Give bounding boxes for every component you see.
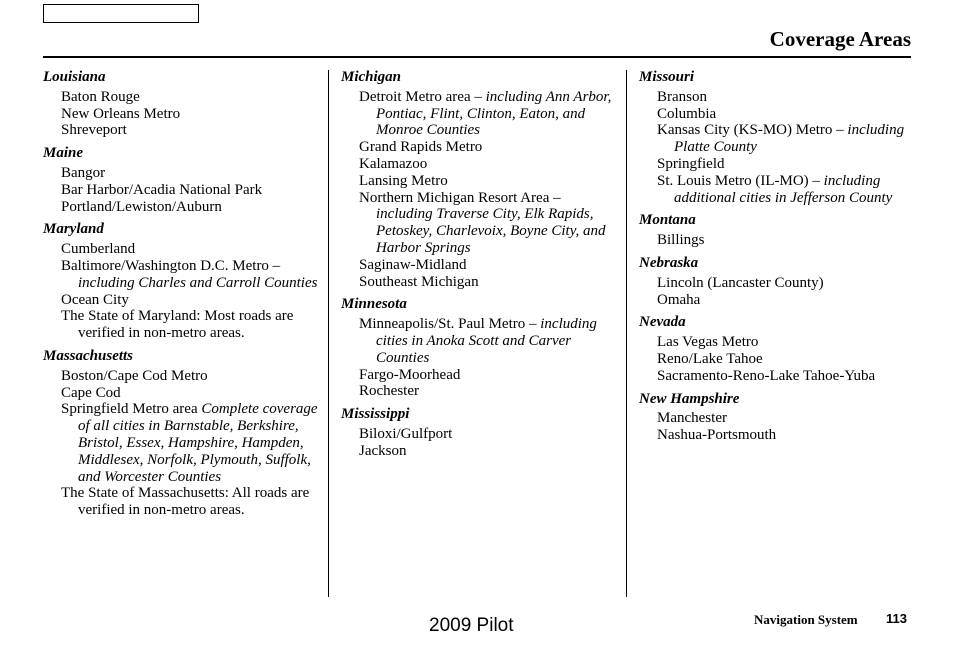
state-section (341, 296, 619, 400)
state-heading: Louisiana (43, 69, 106, 85)
state-heading: New Hampshire (639, 390, 740, 407)
coverage-entry (43, 385, 321, 402)
coverage-entry (341, 139, 619, 156)
coverage-entry (43, 258, 321, 292)
coverage-entry (341, 173, 619, 190)
coverage-entry (639, 410, 911, 427)
state-section (43, 145, 321, 215)
coverage-entry (341, 367, 619, 384)
coverage-area-name: Baton Rouge (61, 88, 140, 105)
page-number: 113 (886, 611, 907, 626)
coverage-entry (43, 241, 321, 258)
coverage-area-name: Branson (657, 88, 707, 105)
coverage-entry (639, 368, 911, 385)
coverage-area-note: including additional cities in Jefferson County (674, 172, 893, 206)
state-heading: Maryland (43, 221, 104, 238)
coverage-area-name: Grand Rapids Metro (359, 139, 483, 156)
coverage-entry (43, 292, 321, 309)
coverage-area-name: Bangor (61, 164, 106, 181)
coverage-entry (639, 427, 911, 444)
coverage-area-note: including cities in Anoka Scott and Carver Counties (376, 316, 597, 366)
coverage-entry (341, 316, 619, 366)
coverage-area-name: Southeast Michigan (359, 273, 479, 290)
coverage-entry (639, 232, 911, 249)
coverage-area-name: Biloxi/Gulfport (359, 425, 453, 442)
state-heading: Mississippi (341, 406, 410, 423)
coverage-area-name: Springfield (657, 155, 725, 172)
coverage-area-name: The State of Massachusetts: All roads are verified in non-metro areas. (61, 485, 310, 519)
state-section (341, 406, 619, 459)
state-heading: Minnesota (341, 296, 407, 313)
state-section (639, 391, 911, 444)
coverage-area-name: Shreveport (61, 122, 127, 139)
coverage-area-name: Saginaw-Midland (359, 256, 467, 273)
coverage-area-name: Bar Harbor/Acadia National Park (61, 181, 263, 198)
state-heading: Montana (639, 212, 696, 229)
coverage-area-note: Complete coverage of all cities in Barnstable, Berkshire, Bristol, Essex, Hampshire, Hampden, Middlesex, Norfolk, Plymouth, Suffolk, and Worcester Counties (78, 401, 318, 485)
coverage-entry (43, 89, 321, 106)
coverage-entry (341, 257, 619, 274)
state-heading: Michigan (341, 69, 402, 85)
state-section (341, 69, 619, 290)
state-section (639, 212, 911, 249)
footer-label: Navigation System (754, 612, 858, 627)
coverage-column-1 (43, 69, 321, 525)
coverage-area-name: St. Louis Metro (IL-MO) – (657, 172, 820, 189)
coverage-entry (639, 275, 911, 292)
coverage-area-name: Portland/Lewiston/Auburn (61, 198, 222, 215)
coverage-area-name: The State of Maryland: Most roads are verified in non-metro areas. (61, 308, 294, 342)
coverage-area-name: Rochester (359, 383, 419, 400)
coverage-entry (341, 426, 619, 443)
coverage-area-name: Baltimore/Washington D.C. Metro – (61, 257, 281, 274)
coverage-entry (341, 443, 619, 460)
header-tab-box (43, 4, 199, 23)
coverage-entry (43, 368, 321, 385)
coverage-entry (639, 106, 911, 123)
model-label: 2009 Pilot (429, 615, 514, 636)
coverage-area-name: Manchester (657, 410, 727, 427)
coverage-area-name: Reno/Lake Tahoe (657, 350, 763, 367)
page-title: Coverage Areas (769, 27, 911, 51)
coverage-entry (639, 351, 911, 368)
coverage-area-name: Sacramento-Reno-Lake Tahoe-Yuba (657, 367, 876, 384)
coverage-column-3 (639, 69, 911, 450)
title-rule (43, 56, 911, 58)
coverage-area-name: Las Vegas Metro (657, 334, 759, 351)
coverage-entry (43, 199, 321, 216)
coverage-area-note: including Platte County (674, 122, 905, 156)
state-heading: Missouri (639, 69, 695, 85)
coverage-area-name: Cumberland (61, 241, 136, 258)
column-divider (328, 70, 329, 597)
coverage-area-name: Ocean City (61, 291, 129, 308)
coverage-area-name: Lincoln (Lancaster County) (657, 274, 824, 291)
state-section (43, 221, 321, 342)
coverage-column-2 (341, 69, 619, 466)
coverage-area-note: including Charles and Carroll Counties (78, 274, 318, 291)
coverage-area-name: Cape Cod (61, 384, 121, 401)
state-heading: Maine (43, 145, 84, 162)
state-heading: Nebraska (639, 254, 699, 271)
coverage-entry (639, 173, 911, 207)
state-section (639, 255, 911, 308)
coverage-entry (341, 383, 619, 400)
coverage-area-name: Jackson (359, 442, 407, 459)
coverage-area-name: Kansas City (KS-MO) Metro – (657, 122, 844, 139)
coverage-entry (43, 106, 321, 123)
state-section (639, 69, 911, 206)
coverage-area-name: Columbia (657, 105, 717, 122)
coverage-entry (43, 308, 321, 342)
coverage-area-name: Nashua-Portsmouth (657, 427, 777, 444)
coverage-area-name: Omaha (657, 291, 701, 308)
coverage-area-name: Lansing Metro (359, 172, 448, 189)
coverage-area-name: Northern Michigan Resort Area – (359, 189, 561, 206)
coverage-entry (639, 122, 911, 156)
coverage-area-name: Billings (657, 232, 705, 249)
coverage-entry (639, 292, 911, 309)
coverage-entry (43, 182, 321, 199)
coverage-area-name: Detroit Metro area – (359, 88, 482, 105)
coverage-entry (639, 156, 911, 173)
state-section (43, 348, 321, 519)
coverage-entry (43, 485, 321, 519)
state-heading: Massachusetts (43, 347, 134, 364)
column-divider (626, 70, 627, 597)
coverage-entry (639, 334, 911, 351)
coverage-area-name: Minneapolis/St. Paul Metro – (359, 316, 537, 333)
coverage-entry (341, 89, 619, 139)
coverage-entry (341, 156, 619, 173)
coverage-entry (43, 401, 321, 485)
coverage-area-note: including Traverse City, Elk Rapids, Petoskey, Charlevoix, Boyne City, and Harbor Springs (376, 206, 606, 256)
state-heading: Nevada (639, 314, 686, 331)
coverage-area-name: Boston/Cape Cod Metro (61, 367, 208, 384)
coverage-entry (43, 122, 321, 139)
state-section (639, 314, 911, 384)
state-section (43, 69, 321, 139)
coverage-entry (341, 190, 619, 257)
coverage-area-name: Springfield Metro area (61, 401, 198, 418)
coverage-area-name: Fargo-Moorhead (359, 366, 461, 383)
coverage-entry (43, 165, 321, 182)
coverage-area-name: New Orleans Metro (61, 105, 181, 122)
coverage-entry (639, 89, 911, 106)
coverage-area-note: including Ann Arbor, Pontiac, Flint, Clinton, Eaton, and Monroe Counties (376, 88, 612, 139)
coverage-entry (341, 274, 619, 291)
coverage-area-name: Kalamazoo (359, 155, 428, 172)
